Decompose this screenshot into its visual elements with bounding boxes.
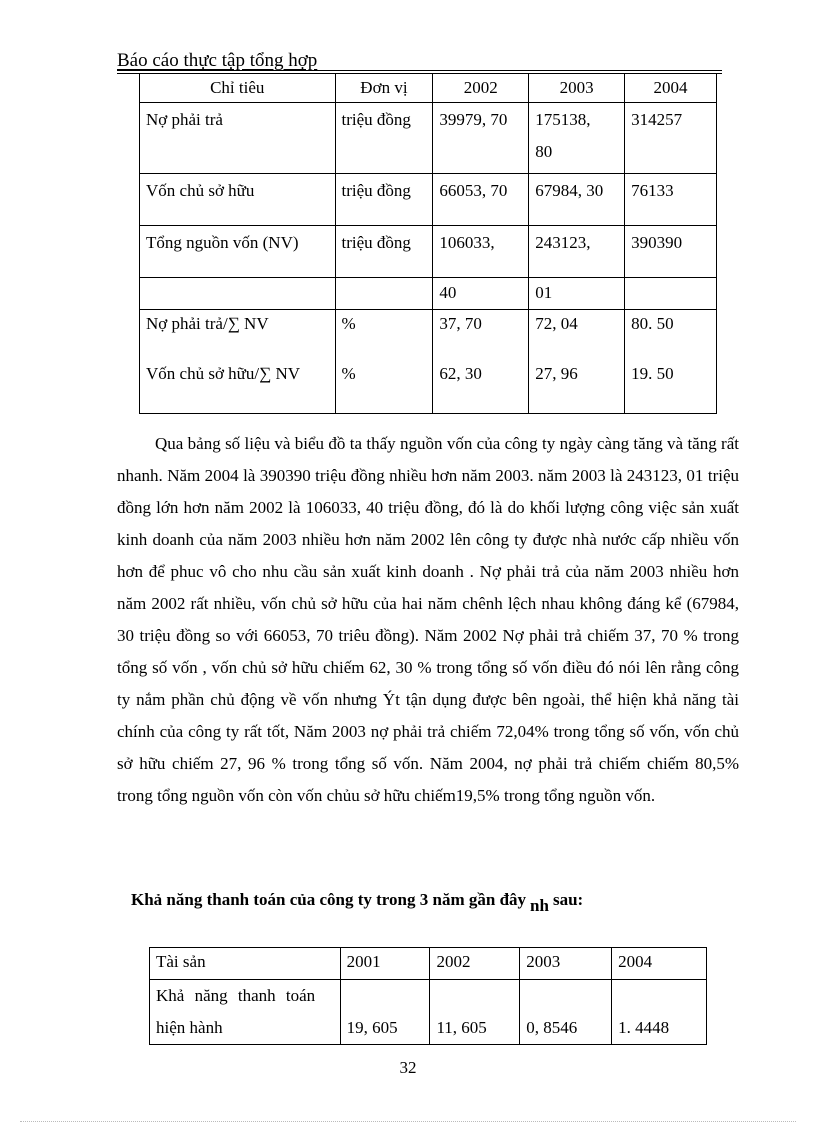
cell-2003: 01: [529, 278, 625, 310]
row-unit: triệu đồng: [335, 226, 433, 278]
table-row-total-capital-cont: [140, 278, 717, 310]
row-label: Nợ phải trả: [140, 103, 336, 174]
cell-2003: 72, 04 27, 96: [529, 310, 625, 414]
cell-2002: 11, 605: [430, 980, 520, 1045]
liquidity-section-title: Khả năng thanh toán của công ty trong 3 năm gần đây nh sau:: [131, 890, 584, 915]
row-label: Nợ phải trả/∑ NV Vốn chủ sở hữu/∑ NV: [140, 310, 336, 414]
row-unit: % %: [335, 310, 433, 414]
header-title: Báo cáo thực tập tổng hợp: [117, 50, 318, 71]
header-rule: [117, 70, 722, 71]
table-row-equity: [140, 174, 717, 226]
row-label: Tổng nguồn vốn (NV): [140, 226, 336, 278]
col-header-unit: Đơn vị: [335, 74, 433, 103]
col-header-2004: 2004: [612, 948, 707, 980]
analysis-paragraph: Qua bảng số liệu và biểu đồ ta thấy nguồn vốn của công ty ngày càng tăng và tăng rất nhanh. Năm 2004 là 390390 triệu đồng nhiều hơn năm 2003. năm 2003 là 243123, 01 triệu đồng lớn hơn năm 2002 là 106033, 40 triệu đồng, đó là do khối lượng công việc sản xuất kinh doanh của năm 2003 nhiều hơn năm 2002 lên công ty được nhà nước cấp nhiều vốn hơn để phuc vô cho nhu cầu sản xuất kinh doanh . Nợ phải trả của năm 2003 nhiều hơn năm 2002 rất nhiều, vốn chủ sở hữu của hai năm chênh lệch nhau không đáng kể (67984, 30 triệu đồng so với 66053, 70 triêu đồng). Năm 2002 Nợ phải trả chiếm 37, 70 % trong tổng số vốn , vốn chủ sở hữu chiếm 62, 30 % trong tổng số vốn điều đó nói lên rằng công ty nắm phần chủ động về vốn nhưng Ýt tận dụng được bên ngoài, thể hiện khả năng tài chính của công ty rất tốt, Năm 2003 nợ phải trả chiếm 72,04% trong tổng số vốn, vốn chủ sở hữu chiếm 27, 96 % trong tổng số vốn. Năm 2004, nợ phải trả chiếm chiếm 80,5% trong tổng nguồn vốn còn vốn chủu sở hữu chiếm19,5% trong tổng nguồn vốn.: [117, 434, 739, 805]
cell-2004-empty: [625, 278, 717, 310]
cell-2002: 40: [433, 278, 529, 310]
cell-2001: 19, 605: [340, 980, 430, 1045]
row-label: Vốn chủ sở hữu: [140, 174, 336, 226]
cell-2002: 39979, 70: [433, 103, 529, 174]
cell-2003: 0, 8546: [520, 980, 612, 1045]
capital-structure-table: [139, 73, 717, 414]
col-header-2004: 2004: [625, 74, 717, 103]
row-unit-empty: [335, 278, 433, 310]
col-header-indicator: Chỉ tiêu: [140, 74, 336, 103]
cell-2004: 314257: [625, 103, 717, 174]
row-unit: triệu đồng: [335, 174, 433, 226]
col-header-2003: 2003: [520, 948, 612, 980]
row-label-empty: [140, 278, 336, 310]
col-header-2001: 2001: [340, 948, 430, 980]
col-header-asset: Tài sản: [150, 948, 341, 980]
row-unit: triệu đồng: [335, 103, 433, 174]
table-row-ratios: [140, 310, 717, 414]
table-row-current-ratio: [150, 980, 707, 1045]
cell-2002: 37, 70 62, 30: [433, 310, 529, 414]
cell-2002: 66053, 70: [433, 174, 529, 226]
col-header-2002: 2002: [433, 74, 529, 103]
cell-2004: 76133: [625, 174, 717, 226]
cell-2004: 390390: [625, 226, 717, 278]
col-header-2003: 2003: [529, 74, 625, 103]
cell-2003: 175138, 80: [529, 103, 625, 174]
cell-2004: 80. 50 19. 50: [625, 310, 717, 414]
cell-2003: 243123,: [529, 226, 625, 278]
table-row-total-capital: [140, 226, 717, 278]
table-row-liabilities: [140, 103, 717, 174]
col-header-2002: 2002: [430, 948, 520, 980]
row-label: Khả năng thanh toán hiện hành: [150, 980, 341, 1045]
cell-2004: 1. 4448: [612, 980, 707, 1045]
cell-2003: 67984, 30: [529, 174, 625, 226]
liquidity-table: [149, 947, 707, 1045]
page-bottom-rule: [20, 1121, 796, 1122]
cell-2002: 106033,: [433, 226, 529, 278]
table-header-row: [140, 74, 717, 103]
table-header-row: [150, 948, 707, 980]
page-number: 32: [399, 1058, 417, 1077]
